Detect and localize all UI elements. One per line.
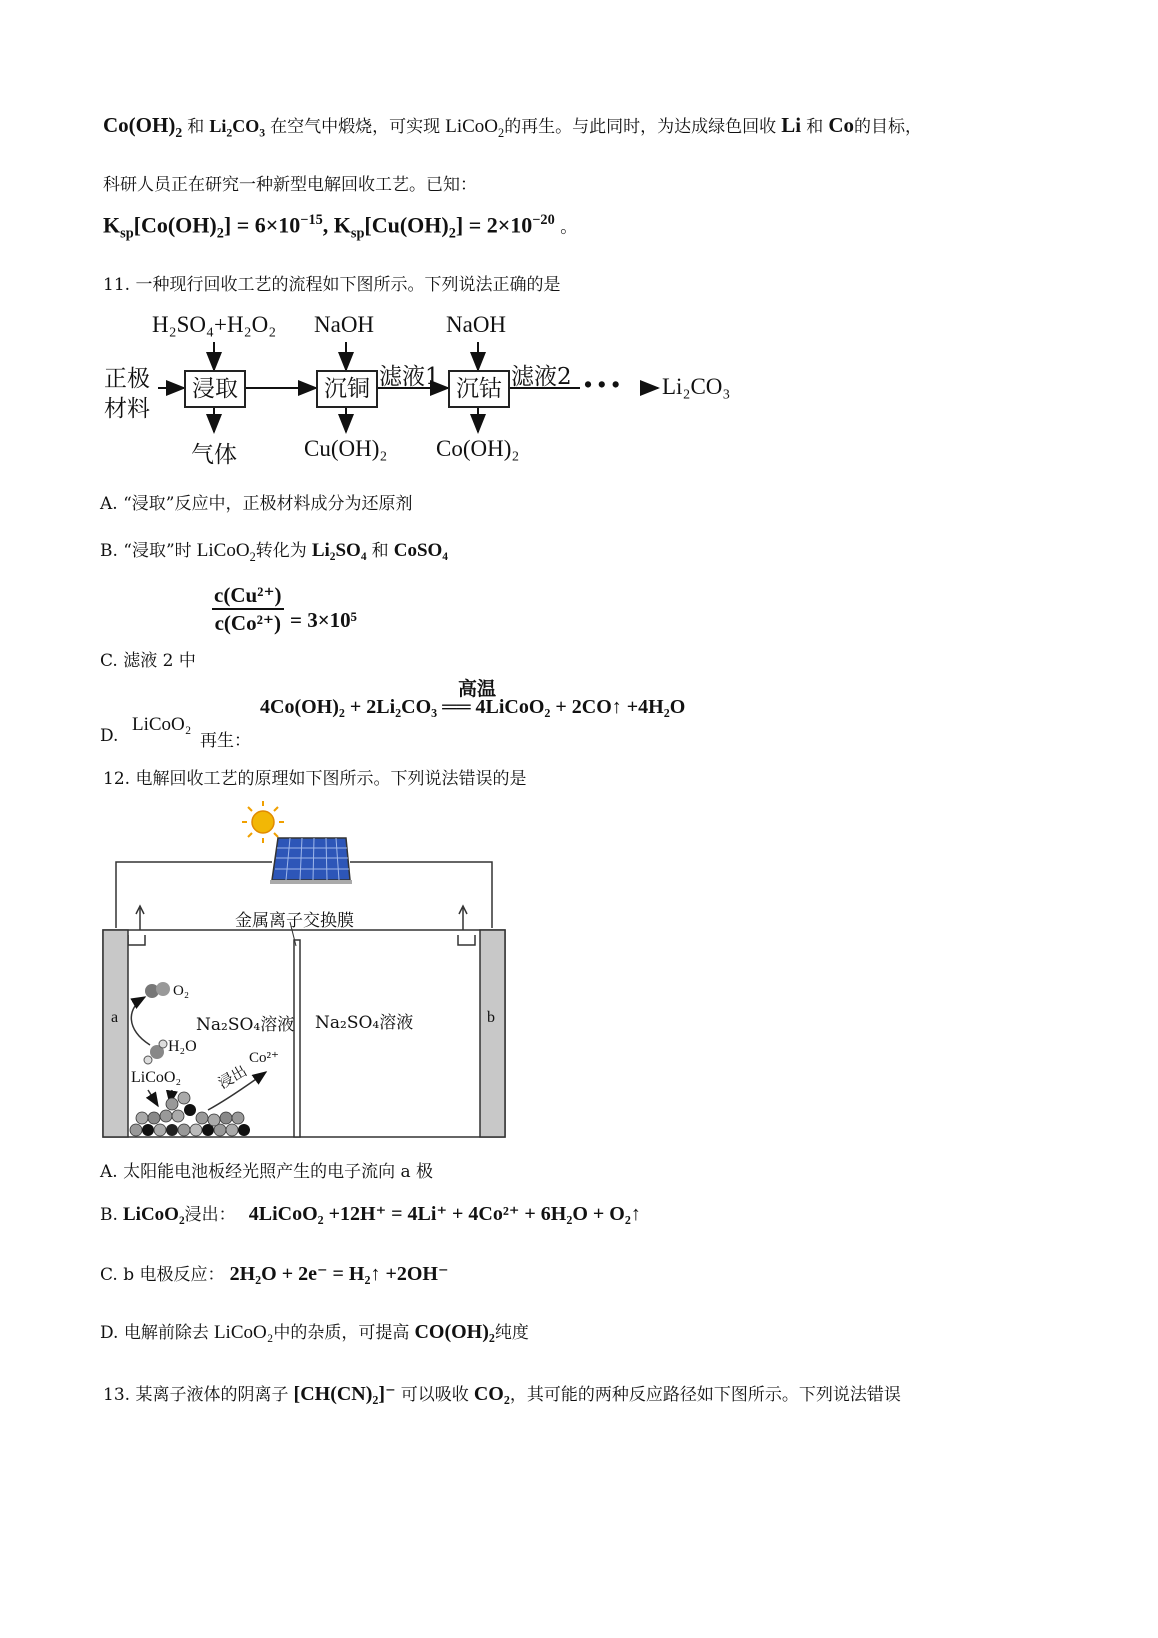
- membrane-label: 金属离子交换膜: [235, 911, 354, 931]
- flow-reagent-3: NaOH: [446, 312, 507, 337]
- q11-option-b: B. “浸取”时 LiCoO$_2$转化为 Li₂SO₄ 和 CoSO₄: [100, 540, 448, 564]
- licoo2-particles: [130, 1092, 250, 1136]
- sun-icon: [242, 801, 284, 843]
- leach-label: 浸出: [215, 1061, 250, 1093]
- electrode-b-label: b: [487, 1009, 495, 1026]
- q11-option-c: C. 滤液 2 中 $\frac{\text{c(Cu²⁺)}}{\text{c(Co²⁺)}}$ = 3×10⁵: [100, 583, 357, 671]
- formula-cooh2: $Co(OH)_2$: [103, 113, 183, 141]
- text: 在空气中煅烧，可实现: [270, 117, 441, 137]
- symbol-co: Co: [828, 113, 854, 137]
- flow-step-co: 沉钴: [448, 370, 510, 408]
- flow-product: Li₂CO₃: [662, 374, 731, 399]
- flow-out-cuoh2: Cu(OH)₂: [304, 436, 388, 461]
- flow-out-cooh2: Co(OH)₂: [436, 436, 520, 461]
- q12-option-b: B. LiCoO₂浸出： 4LiCoO₂ +12H⁺ = 4Li⁺ + 4Co²⁺ + 6H₂O + O₂↑: [100, 1203, 641, 1225]
- q12-option-a: A. 太阳能电池板经光照产生的电子流向 a 极: [100, 1162, 434, 1182]
- flow-input-top: 正极: [104, 366, 150, 392]
- co2plus-label: Co²⁺: [249, 1050, 279, 1066]
- q11-option-a: A. “浸取”反应中，正极材料成分为还原剂: [100, 494, 413, 514]
- electrode-a-label: a: [111, 1009, 119, 1026]
- flow-filtrate-2: 滤液2: [511, 364, 572, 390]
- q12-option-c: C. b 电极反应： 2H₂O + 2e⁻ = H₂↑ +2OH⁻: [100, 1263, 449, 1285]
- symbol-li: Li: [781, 113, 802, 137]
- formula-li2co3: $Li_2CO_3$: [209, 116, 266, 140]
- electrolysis-cell: [0, 0, 520, 1145]
- intro-line2: 科研人员正在研究一种新型电解回收工艺。已知：: [103, 175, 477, 195]
- h2o-label: H₂O: [168, 1038, 197, 1055]
- flow-step-cu: 沉铜: [316, 370, 378, 408]
- flow-input-bottom: 材料: [104, 396, 150, 422]
- flow-reagent-2: NaOH: [314, 312, 375, 337]
- licoo2-label: LiCoO₂: [131, 1069, 182, 1086]
- q12-stem: 12. 电解回收工艺的原理如下图所示。下列说法错误的是: [103, 769, 527, 789]
- left-solution-label: Na₂SO₄溶液: [196, 1015, 295, 1035]
- o2-label: O₂: [173, 983, 190, 999]
- text: 和: [187, 117, 205, 137]
- flow-step-leach: 浸取: [184, 370, 246, 408]
- flow-dots: • • •: [584, 372, 620, 397]
- flow-out-gas: 气体: [191, 442, 237, 468]
- formula-licoo2: LiCoO$_2$: [445, 116, 505, 140]
- right-solution-label: Na₂SO₄溶液: [315, 1013, 414, 1033]
- text: 和: [806, 117, 824, 137]
- text: 的再生。与此同时，为达成绿色回收: [504, 117, 777, 137]
- q11-stem: 11. 一种现行回收工艺的流程如下图所示。下列说法正确的是: [103, 275, 561, 295]
- text: 的目标，: [853, 117, 922, 137]
- flow-reagent-1: H₂SO₄+H₂O₂: [152, 312, 277, 337]
- concentration-ratio: $\frac{\text{c(Cu²⁺)}}{\text{c(Co²⁺)}}$: [214, 583, 282, 635]
- q13-stem: 13. 某离子液体的阴离子 [CH(CN)₂]⁻ 可以吸收 CO₂，其可能的两种反应路径如下图所示。下列说法错误: [103, 1383, 901, 1405]
- q12-option-d: D. 电解前除去 LiCoO₂中的杂质，可提高 CO(OH)₂纯度: [100, 1321, 529, 1343]
- ksp-equation: $K_{sp}[Co(OH)_2] = 6\times 10^{-15}$, $K_{sp}[Cu(OH)_2] = 2\times 10^{-20}$ 。: [103, 212, 578, 242]
- solar-panel-icon: [270, 838, 352, 884]
- flow-filtrate-1: 滤液1: [379, 364, 440, 390]
